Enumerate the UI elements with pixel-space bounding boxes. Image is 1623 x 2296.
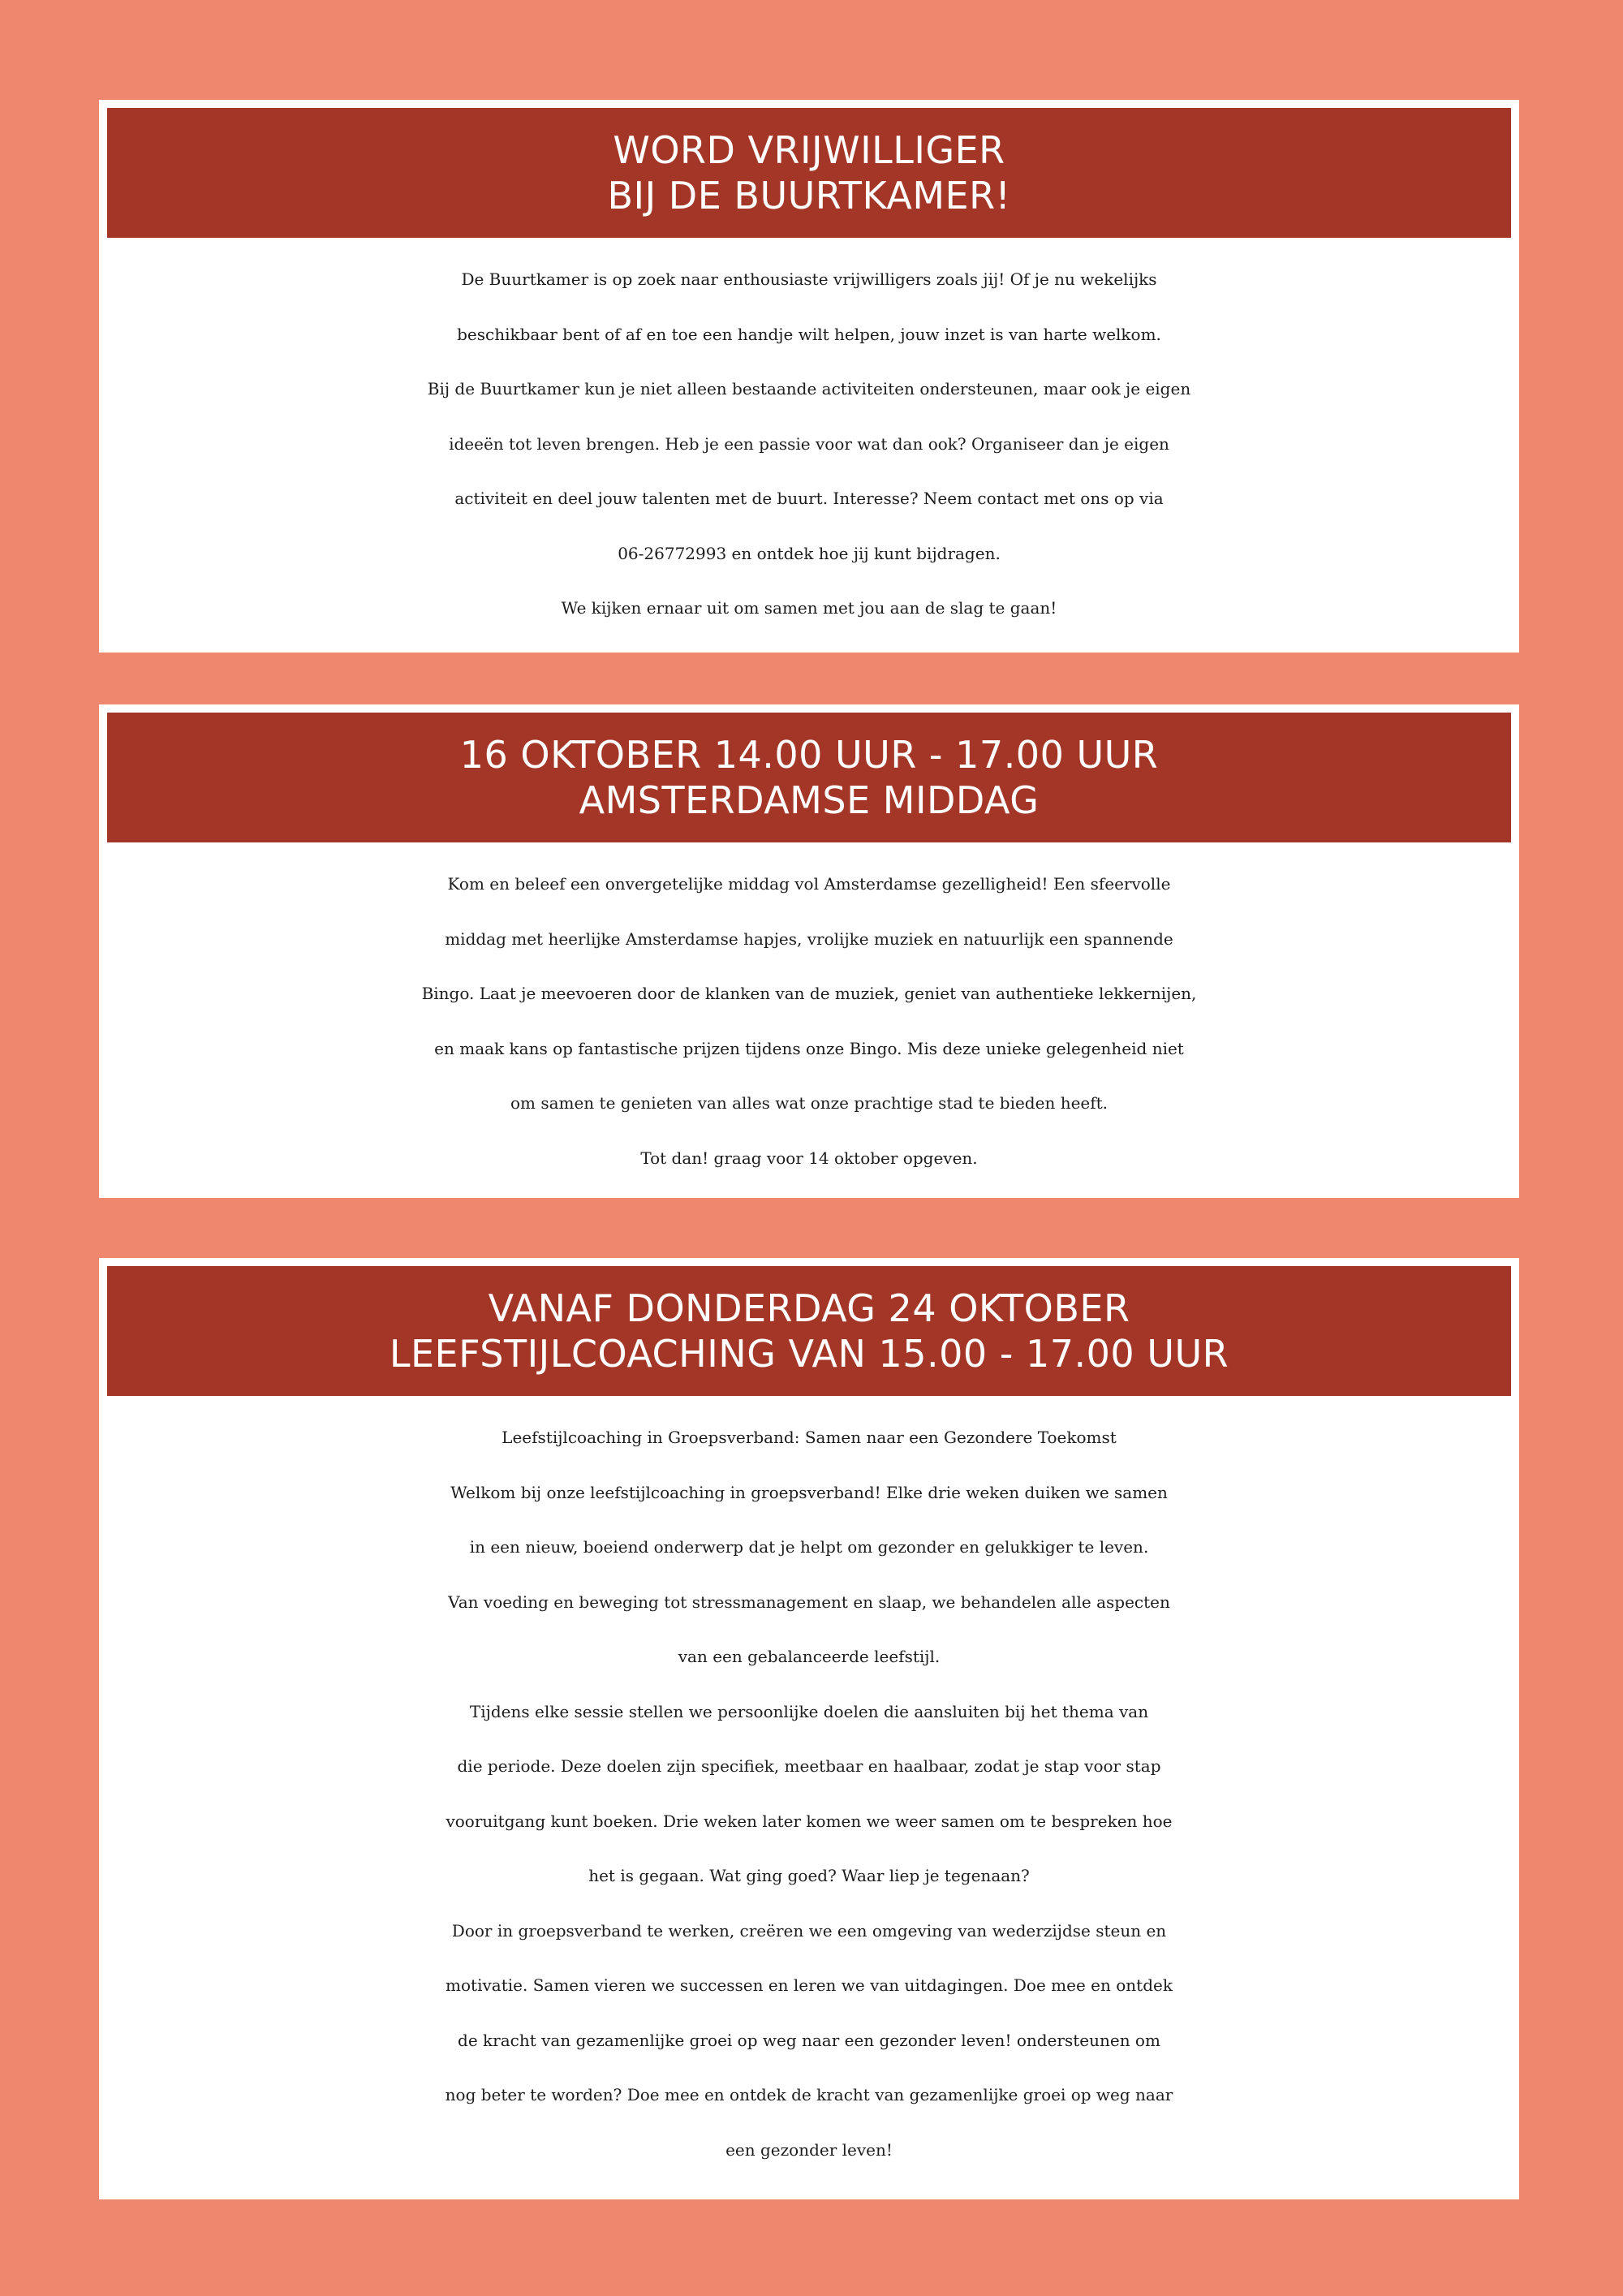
heading-line: WORD VRIJWILLIGER	[613, 128, 1005, 172]
body-line: ideeën tot leven brengen. Heb je een passie voor wat dan ook? Organiseer dan je eigen	[449, 433, 1169, 454]
lifestyle-coaching-card	[99, 1258, 1519, 2199]
phone-line: 06-26772993 en ontdek hoe jij kunt bijdragen.	[618, 543, 1001, 563]
lifestyle-coaching-body	[107, 1396, 1511, 2178]
body-line: middag met heerlijke Amsterdamse hapjes, vrolijke muziek en natuurlijk een spannende	[445, 928, 1173, 949]
body-line: het is gegaan. Wat ging goed? Waar liep je tegenaan?	[588, 1866, 1030, 1885]
body-line: die periode. Deze doelen zijn specifiek, meetbaar en haalbaar, zodat je stap voor stap	[457, 1756, 1161, 1776]
body-line: Leefstijlcoaching in Groepsverband: Samen naar een Gezondere Toekomst	[502, 1428, 1117, 1447]
volunteer-card	[99, 100, 1519, 653]
body-line: We kijken ernaar uit om samen met jou aan de slag te gaan!	[561, 598, 1057, 618]
body-line: Door in groepsverband te werken, creëren we een omgeving van wederzijdse steun en	[451, 1920, 1167, 1941]
body-line: Tot dan! graag voor 14 oktober opgeven.	[640, 1148, 978, 1168]
body-line: Bij de Buurtkamer kun je niet alleen bestaande activiteiten ondersteunen, maar ook je eigen	[427, 379, 1191, 398]
body-line: in een nieuw, boeiend onderwerp dat je helpt om gezonder en gelukkiger te leven.	[469, 1537, 1149, 1557]
body-line: de kracht van gezamenlijke groei op weg naar een gezonder leven! ondersteunen om	[458, 2030, 1160, 2050]
lifestyle-coaching-heading	[107, 1266, 1511, 1396]
body-line: van een gebalanceerde leefstijl.	[678, 1647, 941, 1666]
body-line: activiteit en deel jouw talenten met de buurt. Interesse? Neem contact met ons op via	[454, 489, 1164, 508]
amsterdam-afternoon-heading	[107, 713, 1511, 842]
heading-line: AMSTERDAMSE MIDDAG	[579, 778, 1040, 822]
body-line: Van voeding en beweging tot stressmanagement en slaap, we behandelen alle aspecten	[448, 1592, 1170, 1612]
body-line: Kom en beleef een onvergetelijke middag vol Amsterdamse gezelligheid! Een sfeervolle	[447, 874, 1171, 894]
body-line: om samen te genieten van alles wat onze prachtige stad te bieden heeft.	[510, 1093, 1109, 1113]
amsterdam-afternoon-body	[107, 842, 1511, 1186]
body-line: De Buurtkamer is op zoek naar enthousiaste vrijwilligers zoals jij! Of je nu wekelijks	[461, 269, 1157, 289]
body-line: beschikbaar bent of af en toe een handje wilt helpen, jouw inzet is van harte welkom.	[457, 324, 1161, 344]
body-line: Tijdens elke sessie stellen we persoonlijke doelen die aansluiten bij het thema van	[469, 1701, 1149, 1721]
body-line: Welkom bij onze leefstijlcoaching in groepsverband! Elke drie weken duiken we samen	[450, 1482, 1168, 1502]
body-line: vooruitgang kunt boeken. Drie weken later komen we weer samen om te bespreken hoe	[446, 1811, 1173, 1831]
body-line: motivatie. Samen vieren we successen en leren we van uitdagingen. Doe mee en ontdek	[446, 1975, 1173, 1995]
heading-line: VANAF DONDERDAG 24 OKTOBER	[488, 1286, 1130, 1330]
amsterdam-afternoon-card	[99, 704, 1519, 1198]
heading-line: LEEFSTIJLCOACHING VAN 15.00 - 17.00 UUR	[389, 1332, 1229, 1376]
volunteer-body	[107, 238, 1511, 636]
volunteer-heading	[107, 108, 1511, 238]
heading-line: 16 OKTOBER 14.00 UUR - 17.00 UUR	[459, 733, 1159, 777]
body-line: en maak kans op fantastische prijzen tijdens onze Bingo. Mis deze unieke gelegenheid niet	[434, 1038, 1184, 1058]
body-line: nog beter te worden? Doe mee en ontdek de kracht van gezamenlijke groei op weg naar	[445, 2085, 1173, 2104]
body-line: een gezonder leven!	[725, 2139, 893, 2160]
body-line: Bingo. Laat je meevoeren door de klanken van de muziek, geniet van authentieke lekkernijen,	[421, 984, 1197, 1003]
heading-line: BIJ DE BUURTKAMER!	[607, 174, 1011, 218]
